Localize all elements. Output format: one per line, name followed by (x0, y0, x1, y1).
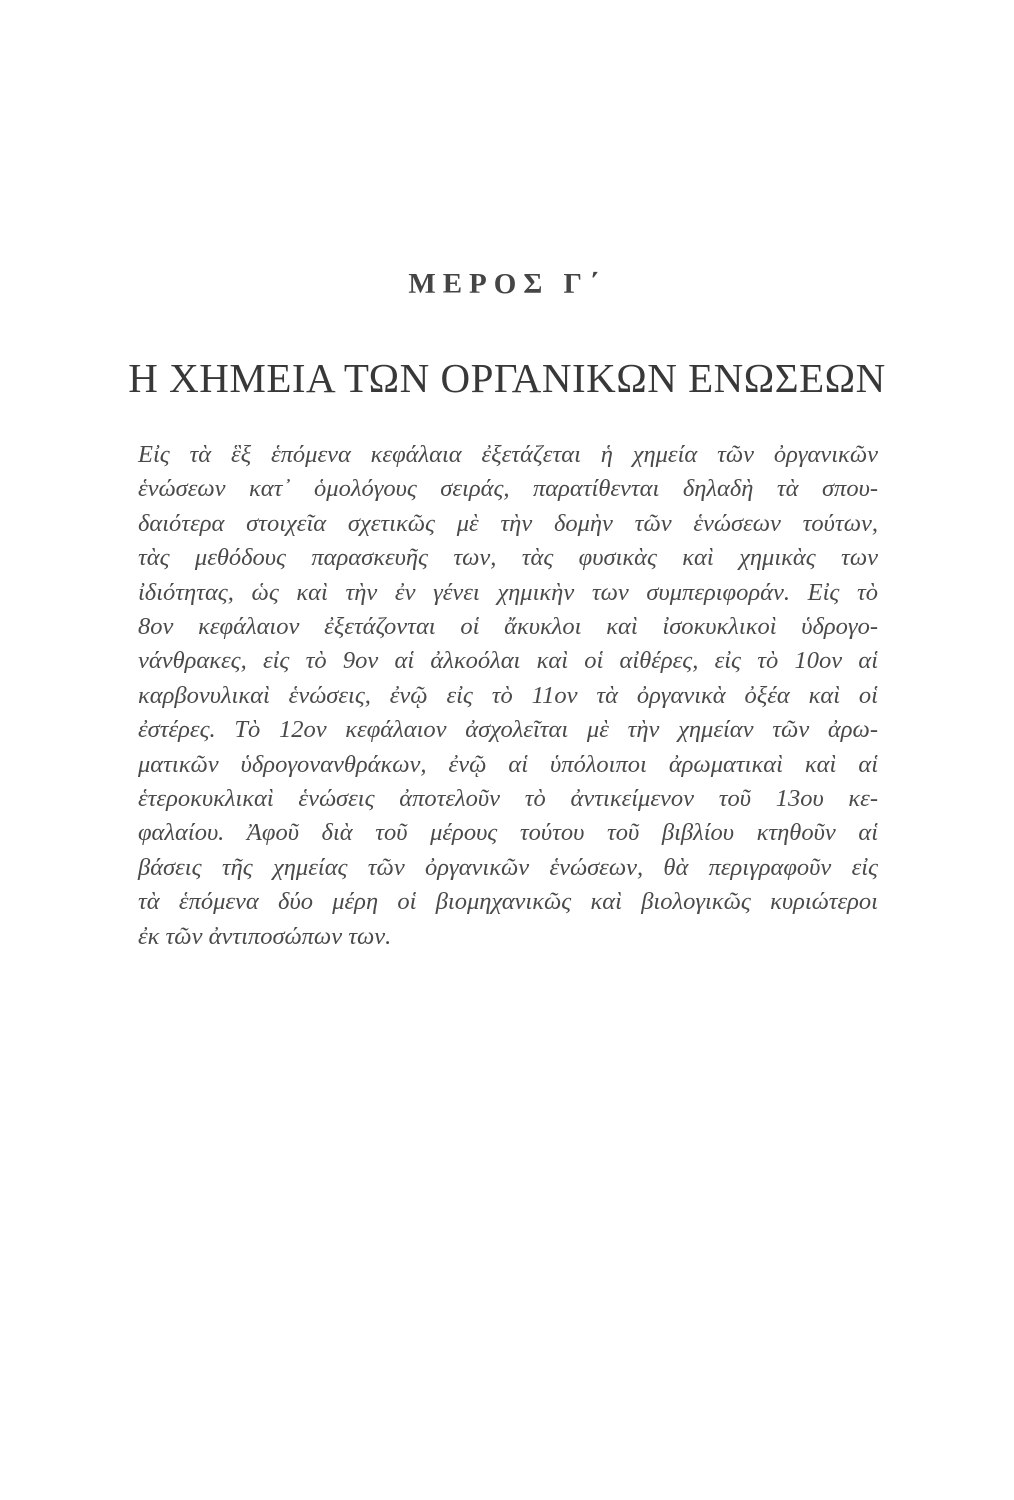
paragraph-line: τὰς μεθόδους παρασκευῆς των, τὰς φυσικὰς καὶ χημικὰς των (138, 544, 878, 572)
chapter-title: Η ΧΗΜΕΙΑ ΤΩΝ ΟΡΓΑΝΙΚΩΝ ΕΝΩΣΕΩΝ (128, 355, 886, 401)
paragraph-line: ἑνώσεων κατ᾽ ὁμολόγους σειράς, παρατίθενται δηλαδὴ τὰ σπου- (138, 475, 878, 503)
part-heading: ΜΕΡΟΣ Γ΄ (408, 268, 606, 300)
paragraph-line: καρβονυλικαὶ ἑνώσεις, ἐνῷ εἰς τὸ 11ον τὰ ὀργανικὰ ὀξέα καὶ οἱ (138, 681, 878, 709)
paragraph-line: φαλαίου. Ἀφοῦ διὰ τοῦ μέρους τούτου τοῦ βιβλίου κτηθοῦν αἱ (138, 819, 878, 847)
paragraph-line: Εἰς τὰ ἓξ ἑπόμενα κεφάλαια ἐξετάζεται ἡ χημεία τῶν ὀργανικῶν (138, 441, 878, 468)
paragraph-line: ἐκ τῶν ἀντιποσώπων των. (138, 922, 392, 950)
paragraph-line: ἑτεροκυκλικαὶ ἑνώσεις ἀποτελοῦν τὸ ἀντικείμενον τοῦ 13ου κε- (138, 785, 878, 813)
paragraph-line: τὰ ἑπόμενα δύο μέρη οἱ βιομηχανικῶς καὶ βιολογικῶς κυριώτεροι (138, 888, 878, 916)
paragraph-line: ἰδιότητας, ὡς καὶ τὴν ἐν γένει χημικὴν των συμπεριφοράν. Εἰς τὸ (138, 578, 878, 606)
paragraph-line: βάσεις τῆς χημείας τῶν ὀργανικῶν ἑνώσεων, θὰ περιγραφοῦν εἰς (138, 853, 878, 881)
paragraph-line: δαιότερα στοιχεῖα σχετικῶς μὲ τὴν δομὴν τῶν ἑνώσεων τούτων, (138, 509, 878, 537)
paragraph-line: ἐστέρες. Τὸ 12ον κεφάλαιον ἀσχολεῖται μὲ τὴν χημείαν τῶν ἀρω- (138, 716, 878, 744)
paragraph-line: νάνθρακες, εἰς τὸ 9ον αἱ ἀλκοόλαι καὶ οἱ αἰθέρες, εἰς τὸ 10ον αἱ (138, 647, 878, 675)
paragraph-line: 8ον κεφάλαιον ἐξετάζονται οἱ ἄκυκλοι καὶ ἰσοκυκλικοὶ ὑδρογο- (138, 613, 878, 641)
paragraph-line: ματικῶν ὑδρογονανθράκων, ἐνῷ αἱ ὑπόλοιποι ἀρωματικαὶ καὶ αἱ (138, 750, 878, 778)
intro-paragraph (138, 438, 878, 954)
